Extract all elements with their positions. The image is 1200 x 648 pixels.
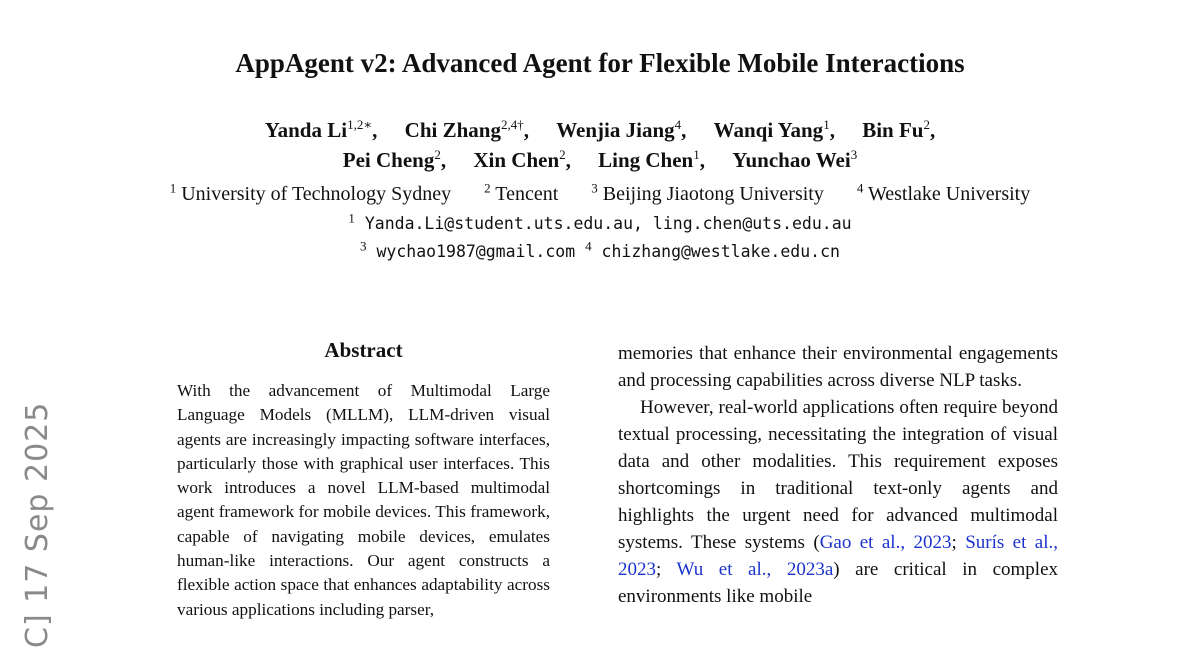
affiliation-list	[0, 180, 1200, 206]
author: Chi Zhang$^{2,4\dagger}$,	[404, 117, 529, 142]
author: Pei Cheng$^2$,	[342, 147, 447, 172]
email-text[interactable]: wychao1987@gmail.com	[376, 242, 576, 261]
right-column-text	[618, 340, 1058, 610]
author: Ling Chen$^1$,	[598, 147, 705, 172]
affiliation: $^4$ Westlake University	[856, 180, 1031, 205]
email-line-2: $^3$ wychao1987@gmail.com $^4$ chizhang@westlake.edu.cn	[360, 238, 840, 261]
paragraph: memories that enhance their environmental engagements and processing capabilities across diverse NLP tasks.	[618, 343, 1058, 391]
citation-link[interactable]: Surís et al., 2023	[618, 532, 1059, 580]
citation-link[interactable]: Wu et al., 2023a	[676, 559, 834, 580]
affiliation: $^2$ Tencent	[484, 180, 559, 205]
author: Wenjia Jiang$^4$,	[556, 117, 687, 142]
email-text[interactable]: Yanda.Li@student.uts.edu.au, ling.chen@uts.edu.au	[364, 214, 852, 233]
paragraph: However, real-world applications often require beyond textual processing, necessitating the integration of visual data and other modalities. This requirement exposes shortcomings in traditional text-only agents and highlights the urgent need for advanced multimodal systems. These systems (Gao et al., 2023; Surís et al., 2023; Wu et al., 2023a) are critical in complex environments like mobile	[618, 397, 1059, 607]
affiliation: $^1$ University of Technology Sydney	[169, 180, 452, 205]
author: Xin Chen$^2$,	[473, 147, 571, 172]
author: Bin Fu$^2$,	[862, 117, 936, 142]
abstract-body: With the advancement of Multimodal Large Language Models (MLLM), LLM-driven visual agents are increasingly impacting software interfaces, particularly those with graphical user interfaces. This work introduces a novel LLM-based multimodal agent framework for mobile devices. This framework, capable of navigating mobile devices, emulates human-like interactions. Our agent constructs a flexible action space that enhances adaptability across various applications including parser,	[177, 381, 550, 619]
arxiv-side-label: C] 17 Sep 2025	[20, 401, 55, 648]
author-list-line2	[0, 148, 1200, 173]
author-list-line1	[0, 118, 1200, 143]
affiliation: $^3$ Beijing Jiaotong University	[591, 180, 824, 205]
email-line-1: $^1$ Yanda.Li@student.uts.edu.au, ling.chen@uts.edu.au	[348, 210, 852, 233]
abstract-heading: Abstract	[324, 338, 403, 362]
paper-title: AppAgent v2: Advanced Agent for Flexible Mobile Interactions	[235, 48, 965, 78]
author: Wanqi Yang$^1$,	[713, 117, 835, 142]
author: Yanda $Li^{1,2∗}$,	[264, 117, 378, 142]
email-text[interactable]: chizhang@westlake.edu.cn	[601, 242, 840, 261]
citation-link[interactable]: Gao et al., 2023	[819, 532, 952, 553]
author: Yunchao Wei$^3$	[732, 147, 858, 172]
